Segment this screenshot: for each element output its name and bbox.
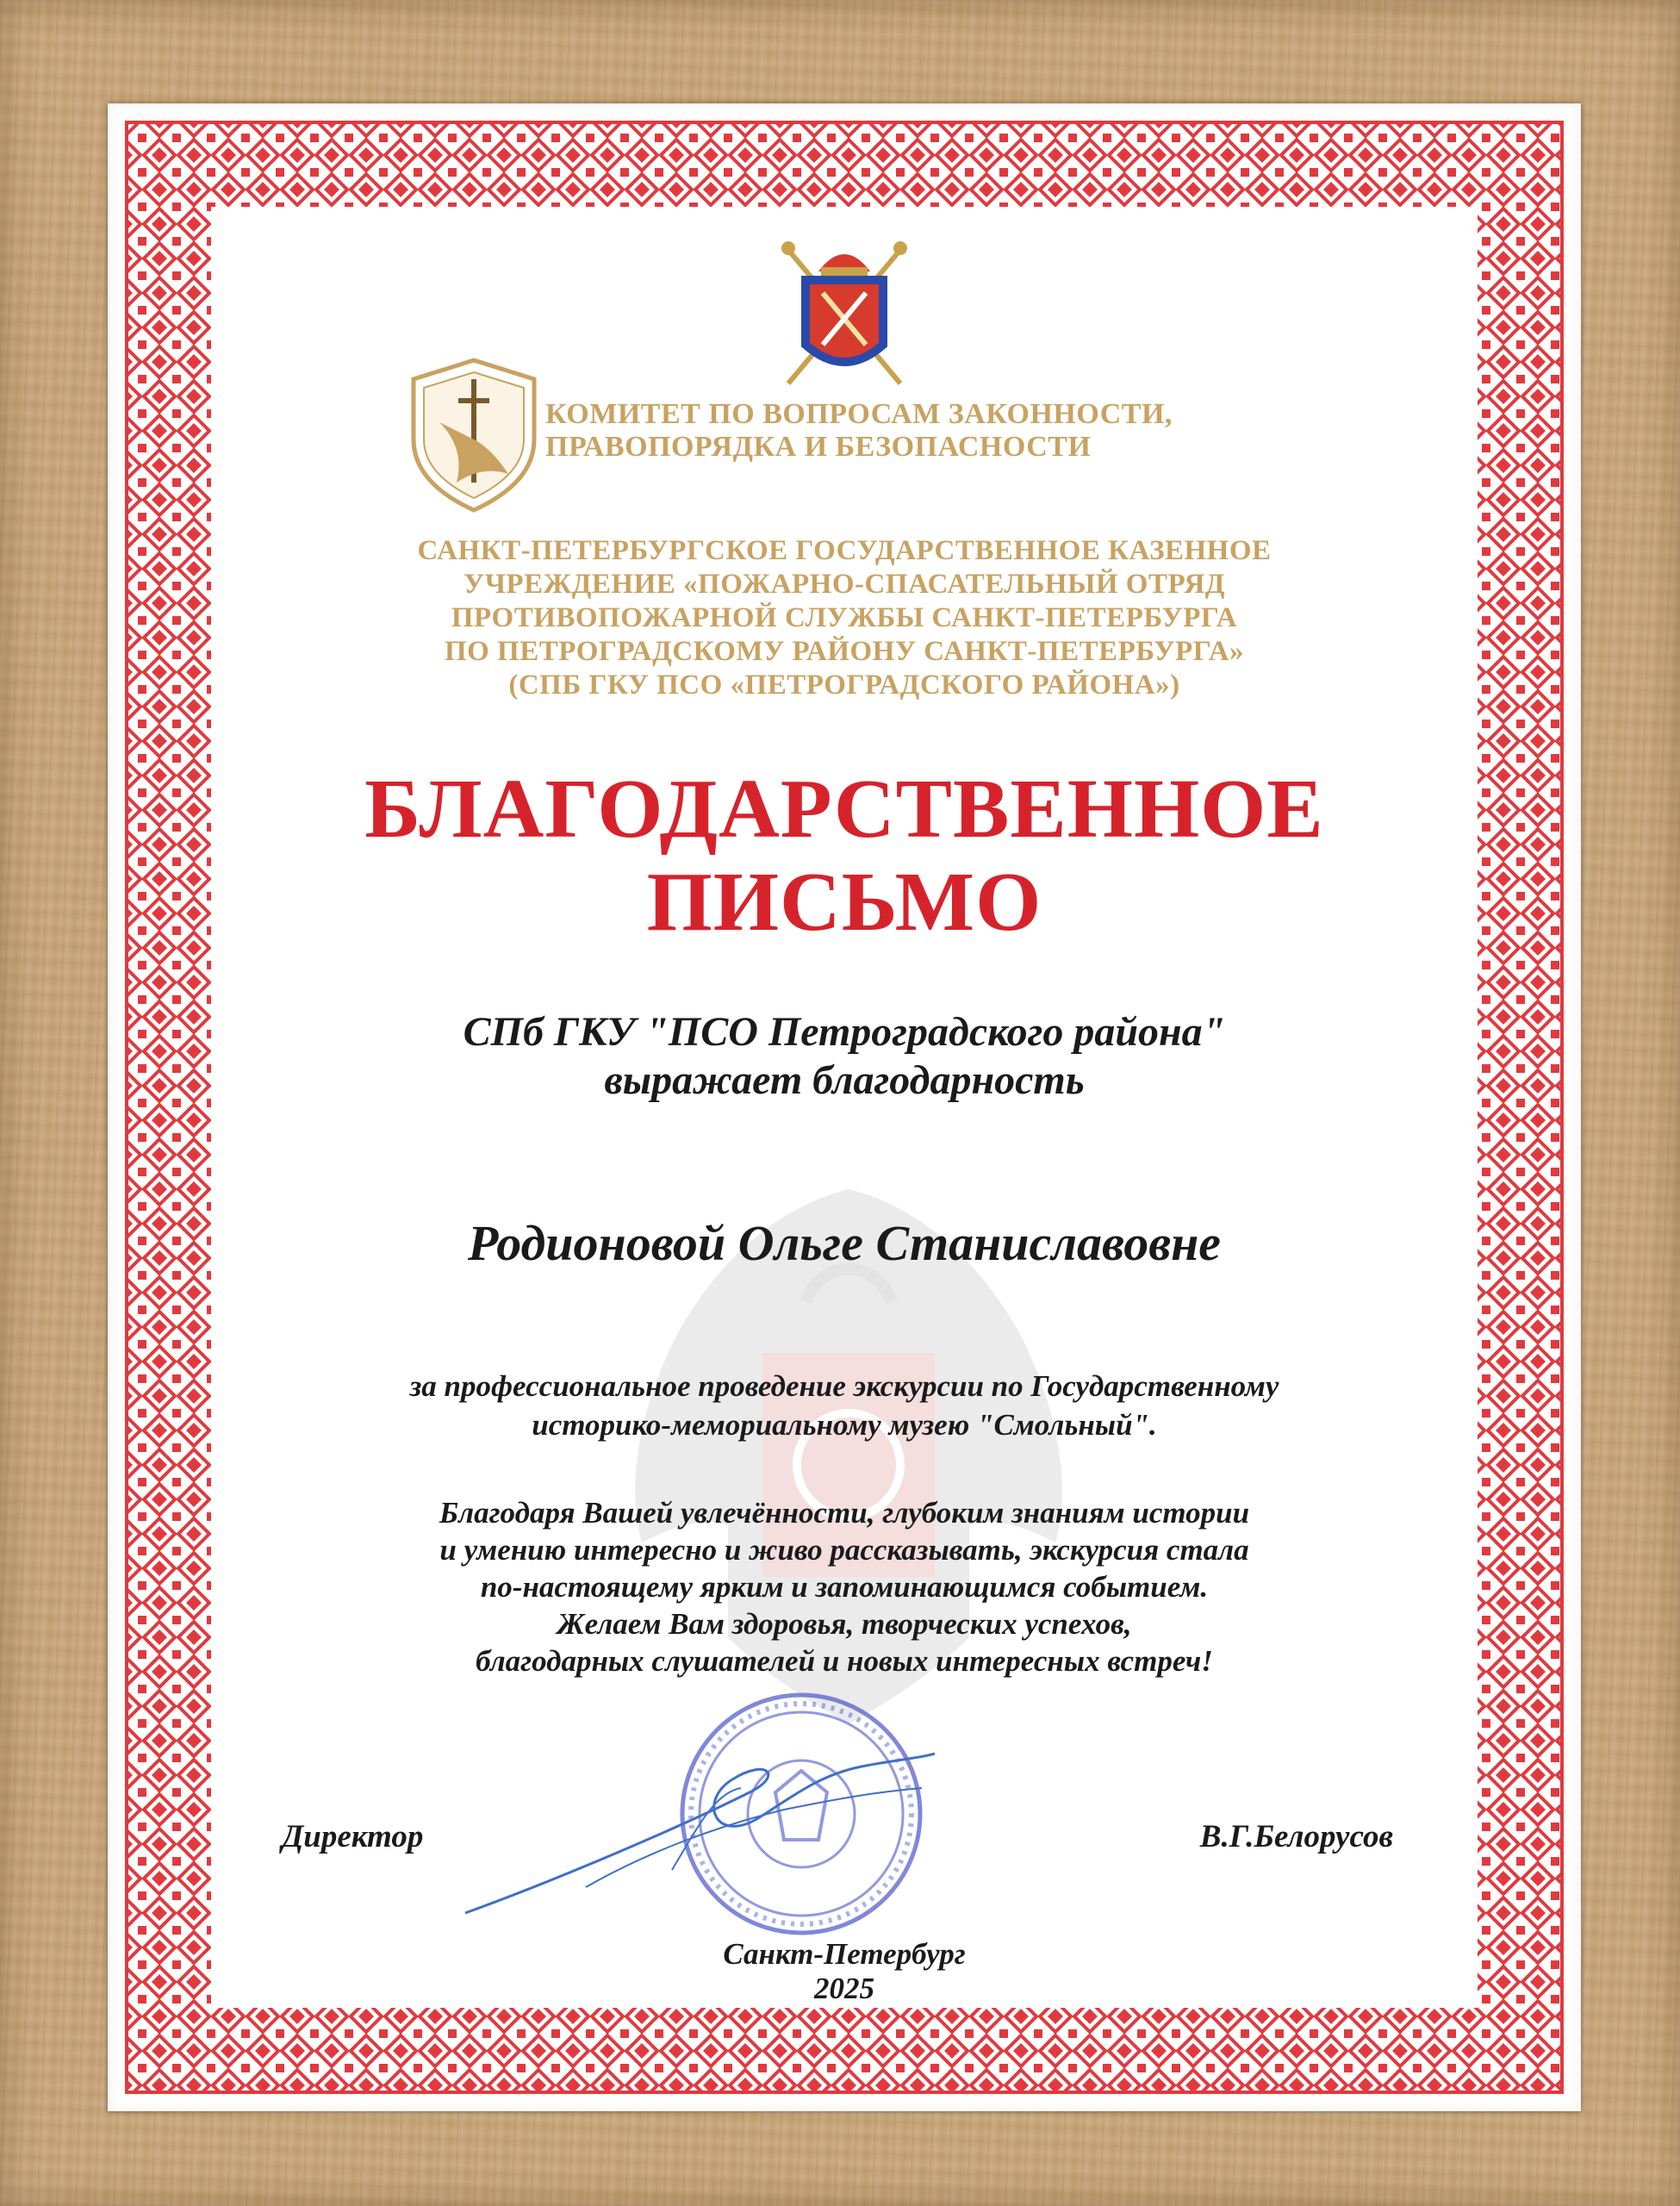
document-title bbox=[108, 763, 1581, 949]
institution-line: ПО ПЕТРОГРАДСКОМУ РАЙОНУ САНКТ-ПЕТЕРБУРГА» bbox=[444, 636, 1245, 667]
message-line: Желаем Вам здоровья, творческих успехов, bbox=[557, 1607, 1132, 1641]
institution-name bbox=[108, 534, 1581, 702]
message-line: по-настоящему ярким и запоминающимся событием. bbox=[480, 1570, 1209, 1604]
institution-line: ПРОТИВОПОЖАРНОЙ СЛУЖБЫ САНКТ-ПЕТЕРБУРГА bbox=[451, 602, 1238, 633]
certificate-sheet bbox=[108, 103, 1581, 2111]
recipient-name: Родионовой Ольге Станиславовне bbox=[467, 1215, 1222, 1271]
saint-petersburg-coat-of-arms-icon bbox=[771, 224, 918, 396]
reason-line: историко-мемориальному музею "Смольный". bbox=[532, 1408, 1157, 1442]
reason-line: за профессиональное проведение экскурсии по Государственному bbox=[409, 1369, 1279, 1403]
shield-with-cross-logo-icon bbox=[405, 353, 543, 517]
title-line-1: БЛАГОДАРСТВЕННОЕ bbox=[364, 763, 1324, 856]
institution-line: УЧРЕЖДЕНИЕ «ПОЖАРНО-СПАСАТЕЛЬНЫЙ ОТРЯД bbox=[463, 569, 1226, 600]
title-line-2: ПИСЬМО bbox=[646, 856, 1042, 949]
sender-name: СПб ГКУ "ПСО Петроградского района" bbox=[463, 1009, 1226, 1055]
city: Санкт-Петербург bbox=[723, 1937, 966, 1971]
signatory-name: В.Г.Белорусов bbox=[1199, 1819, 1393, 1854]
year: 2025 bbox=[814, 1972, 874, 2005]
sender-phrase: выражает благодарность bbox=[604, 1057, 1085, 1103]
committee-line-1: КОМИТЕТ ПО ВОПРОСАМ ЗАКОННОСТИ, bbox=[545, 398, 1173, 430]
signatory-role: Директор bbox=[282, 1819, 424, 1854]
sender-block bbox=[108, 1008, 1581, 1105]
place-and-year bbox=[108, 1937, 1581, 2006]
message-line: благодарных слушателей и новых интересных встреч! bbox=[476, 1644, 1213, 1678]
message-line: Благодаря Вашей увлечённости, глубоким знаниям истории bbox=[439, 1496, 1250, 1530]
committee-name bbox=[545, 398, 1173, 464]
reason-text bbox=[108, 1367, 1581, 1444]
director-signature bbox=[457, 1741, 939, 1930]
message-line: и умению интересно и живо рассказывать, экскурсия стала bbox=[439, 1533, 1249, 1567]
message-text bbox=[108, 1494, 1581, 1679]
committee-line-2: ПРАВОПОРЯДКА И БЕЗОПАСНОСТИ bbox=[545, 431, 1092, 463]
institution-line: САНКТ-ПЕТЕРБУРГСКОЕ ГОСУДАРСТВЕННОЕ КАЗЕННОЕ bbox=[417, 535, 1272, 566]
institution-line: (СПБ ГКУ ПСО «ПЕТРОГРАДСКОГО РАЙОНА») bbox=[508, 670, 1180, 701]
